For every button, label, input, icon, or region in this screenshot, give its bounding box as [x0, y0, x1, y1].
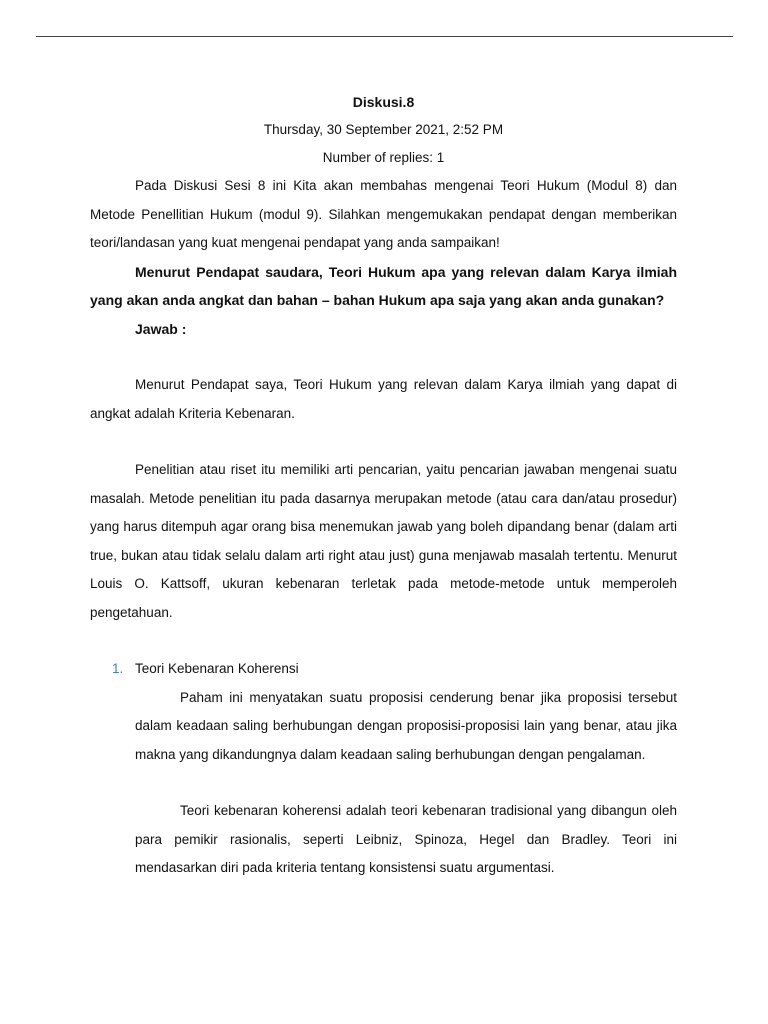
list-item-heading: Teori Kebenaran Koherensi: [135, 661, 299, 676]
list-item-paragraph-2: Teori kebenaran koherensi adalah teori kebenaran tradisional yang dibangun oleh para pemikir rasionalis, seperti Leibniz, Spinoza, Hegel dan Bradley. Teori ini mendasarkan diri pada kriteria tentang konsistensi suatu argumentasi.: [135, 803, 677, 875]
spacer: [90, 627, 677, 655]
spacer: [90, 343, 677, 371]
answer-paragraph-1: Menurut Pendapat saya, Teori Hukum yang relevan dalam Karya ilmiah yang dapat di angkat adalah Kriteria Kebenaran.: [90, 377, 677, 421]
spacer: [90, 769, 677, 797]
document-title: Diskusi.8: [352, 94, 415, 110]
answer-paragraph-2: Penelitian atau riset itu memiliki arti pencarian, yaitu pencarian jawaban mengenai suatu masalah. Metode penelitian itu pada dasarnya merupakan metode (atau cara dan/atau prosedur) yang harus ditempuh agar orang bisa menemukan jawab yang boleh dipandang benar (dalam arti true, bukan atau tidak selalu dalam arti right atau just) guna menjawab masalah tertentu. Menurut Louis O. Kattsoff, ukuran kebenaran terletak pada metode-metode untuk memperoleh pengetahuan.: [90, 462, 677, 620]
list-item-paragraph-1: Paham ini menyatakan suatu proposisi cenderung benar jika proposisi tersebut dalam keadaan saling berhubungan dengan proposisi-proposisi lain yang benar, atau jika makna yang dikandungnya dalam keadaan saling berhubungan dengan pengalaman.: [135, 689, 677, 762]
question-paragraph: Menurut Pendapat saudara, Teori Hukum apa yang relevan dalam Karya ilmiah yang akan anda angkat dan bahan – bahan Hukum apa saja yang akan anda gunakan?: [90, 263, 677, 308]
spacer: [90, 428, 677, 456]
document-page: [90, 88, 677, 883]
list-item: [90, 655, 677, 684]
list-item-number: 1.: [112, 661, 124, 676]
answer-label: Jawab :: [135, 320, 187, 337]
header-rule: [36, 36, 733, 37]
post-date: Thursday, 30 September 2021, 2:52 PM: [263, 122, 504, 137]
reply-count: Number of replies: 1: [322, 150, 445, 165]
intro-paragraph: Pada Diskusi Sesi 8 ini Kita akan membahas mengenai Teori Hukum (Modul 8) dan Metode Penellitian Hukum (modul 9). Silahkan mengemukakan pendapat dengan memberikan teori/landasan yang kuat mengenai pendapat yang anda sampaikan!: [90, 178, 677, 250]
